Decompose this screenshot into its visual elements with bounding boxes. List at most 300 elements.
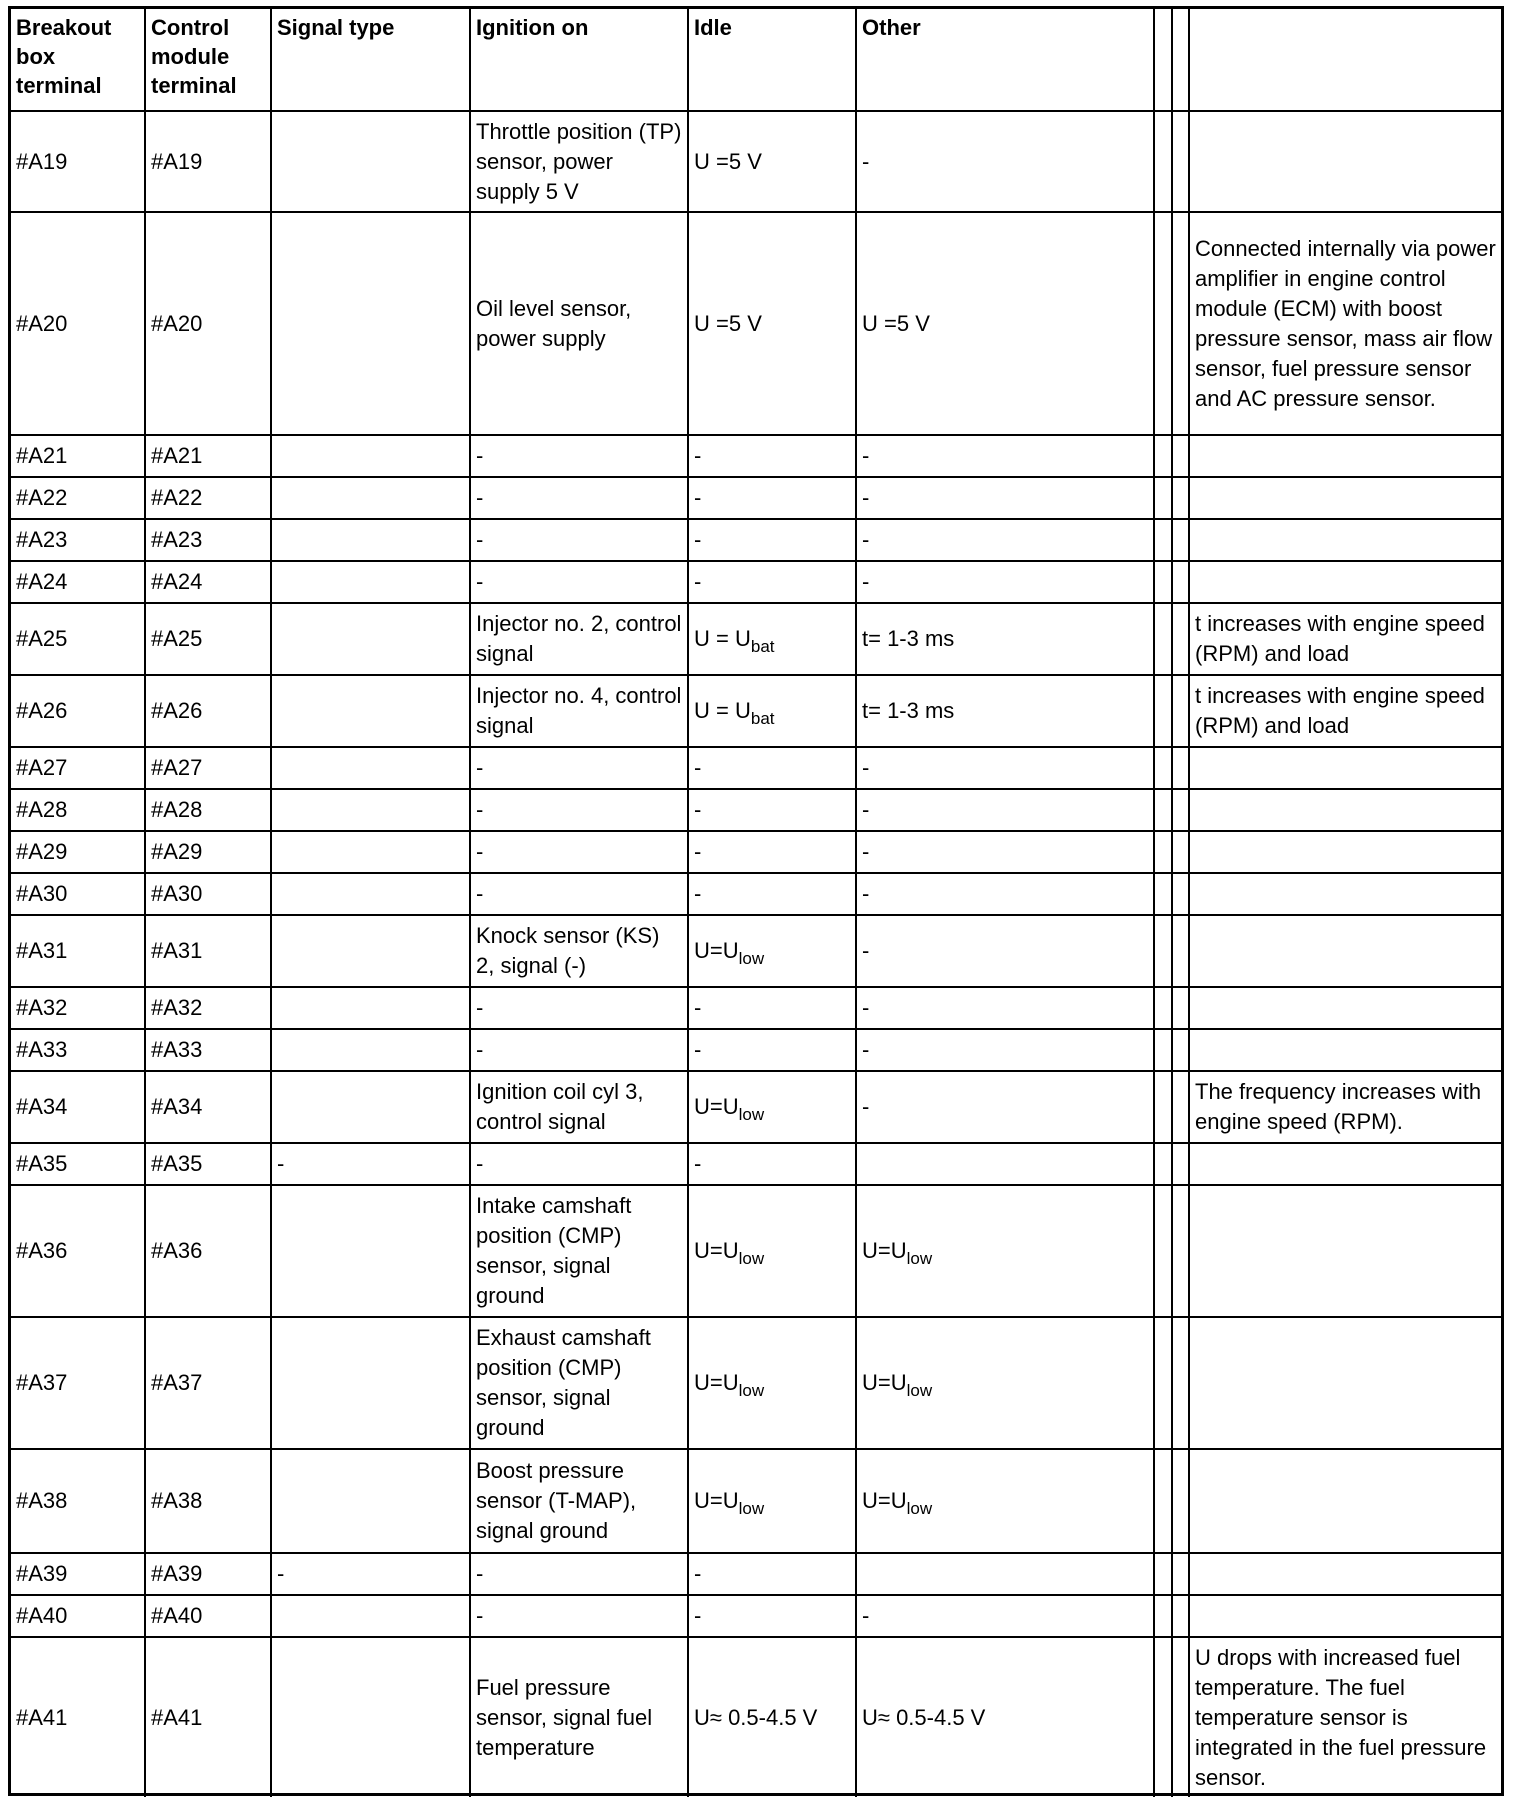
note-cell <box>1189 675 1501 747</box>
idle-cell <box>688 987 856 1029</box>
control-module-terminal-cell <box>145 519 271 561</box>
ignition-on-cell <box>470 477 688 519</box>
other-cell <box>856 212 1154 435</box>
breakout-box-terminal-cell <box>11 1595 145 1637</box>
ignition-on-cell-text: - <box>476 881 484 906</box>
header-idle: Idle <box>688 9 856 111</box>
other-cell-text: U=U <box>862 1370 907 1395</box>
control-module-terminal-cell-text: #A41 <box>151 1704 203 1730</box>
note-cell <box>1189 1637 1501 1797</box>
breakout-box-terminal-cell-text: #A32 <box>16 995 68 1020</box>
signal-type-cell <box>271 212 470 435</box>
control-module-terminal-cell <box>145 873 271 915</box>
other-cell-text: U=U <box>862 1238 907 1263</box>
note-cell <box>1189 111 1501 212</box>
other-cell <box>856 519 1154 561</box>
control-module-terminal-cell-text: #A21 <box>151 443 203 468</box>
control-module-terminal-cell <box>145 561 271 603</box>
ignition-on-cell-text: - <box>476 797 484 822</box>
ignition-on-cell-text: - <box>476 1151 484 1176</box>
blank-cell-1 <box>1154 1637 1172 1797</box>
breakout-box-terminal-cell-text: #A35 <box>16 1151 68 1176</box>
ignition-on-cell <box>470 1595 688 1637</box>
blank-cell-2 <box>1172 1317 1189 1449</box>
ignition-on-cell <box>470 1317 688 1449</box>
control-module-terminal-cell-text: #A31 <box>151 938 203 963</box>
ignition-on-cell-text: - <box>476 569 484 594</box>
other-cell <box>856 1553 1154 1595</box>
control-module-terminal-cell <box>145 747 271 789</box>
control-module-terminal-cell-text: #A20 <box>151 310 203 336</box>
blank-cell-2 <box>1172 1071 1189 1143</box>
signal-type-cell <box>271 831 470 873</box>
other-cell <box>856 831 1154 873</box>
idle-subscript: low <box>738 1105 765 1124</box>
idle-cell <box>688 212 856 435</box>
ignition-on-cell <box>470 831 688 873</box>
blank-cell-2 <box>1172 1029 1189 1071</box>
idle-cell-text: - <box>694 1151 702 1176</box>
control-module-terminal-cell-text: #A35 <box>151 1151 203 1176</box>
blank-cell-1 <box>1154 915 1172 987</box>
other-cell-text: - <box>862 797 870 822</box>
control-module-terminal-cell-text: #A25 <box>151 626 203 651</box>
other-cell-text: - <box>862 839 870 864</box>
idle-cell-text: - <box>694 569 702 594</box>
control-module-terminal-cell-text: #A26 <box>151 698 203 723</box>
table-row <box>11 603 1501 675</box>
blank-cell-2 <box>1172 111 1189 212</box>
blank-cell-2 <box>1172 519 1189 561</box>
note-cell <box>1189 831 1501 873</box>
control-module-terminal-cell <box>145 111 271 212</box>
breakout-box-terminal-cell <box>11 789 145 831</box>
table-row <box>11 747 1501 789</box>
blank-cell-1 <box>1154 561 1172 603</box>
table-row <box>11 561 1501 603</box>
note-cell <box>1189 212 1501 435</box>
other-cell <box>856 747 1154 789</box>
signal-type-cell <box>271 111 470 212</box>
breakout-box-terminal-cell <box>11 1317 145 1449</box>
idle-cell-text: - <box>694 527 702 552</box>
blank-cell-2 <box>1172 1143 1189 1185</box>
breakout-box-terminal-cell-text: #A25 <box>16 626 68 651</box>
breakout-box-terminal-cell <box>11 519 145 561</box>
control-module-terminal-cell <box>145 915 271 987</box>
signal-type-cell <box>271 1553 470 1595</box>
other-cell <box>856 1029 1154 1071</box>
other-cell-text: U =5 V <box>862 310 930 336</box>
header-ignition-on: Ignition on <box>470 9 688 111</box>
ignition-on-cell <box>470 603 688 675</box>
other-cell <box>856 675 1154 747</box>
blank-cell-1 <box>1154 1071 1172 1143</box>
ignition-on-cell <box>470 675 688 747</box>
idle-cell <box>688 111 856 212</box>
header-signal-type: Signal type <box>271 9 470 111</box>
ignition-on-cell <box>470 987 688 1029</box>
table-row <box>11 831 1501 873</box>
other-cell-text: - <box>862 527 870 552</box>
control-module-terminal-cell <box>145 1449 271 1553</box>
other-cell <box>856 1317 1154 1449</box>
note-cell <box>1189 519 1501 561</box>
blank-cell-2 <box>1172 212 1189 435</box>
other-cell <box>856 561 1154 603</box>
note-cell <box>1189 789 1501 831</box>
terminal-table-sheet <box>8 6 1504 1796</box>
signal-type-cell <box>271 1317 470 1449</box>
breakout-box-terminal-cell <box>11 915 145 987</box>
blank-cell-1 <box>1154 111 1172 212</box>
ignition-on-cell-text: Boost pressure sensor (T-MAP), signal ground <box>476 1458 637 1543</box>
idle-cell <box>688 873 856 915</box>
ignition-on-cell <box>470 789 688 831</box>
breakout-box-terminal-cell-text: #A31 <box>16 938 68 963</box>
other-cell-text: - <box>862 881 870 906</box>
idle-cell <box>688 831 856 873</box>
table-row <box>11 1595 1501 1637</box>
ignition-on-cell-text: - <box>476 527 484 552</box>
breakout-box-terminal-cell-text: #A36 <box>16 1238 68 1263</box>
breakout-box-terminal-cell-text: #A33 <box>16 1037 68 1062</box>
idle-cell-text: - <box>694 797 702 822</box>
control-module-terminal-cell-text: #A33 <box>151 1037 203 1062</box>
breakout-box-terminal-cell <box>11 603 145 675</box>
other-cell-text: U=U <box>862 1488 907 1513</box>
other-cell-text: - <box>862 1094 870 1119</box>
other-cell <box>856 1071 1154 1143</box>
idle-cell <box>688 1143 856 1185</box>
blank-cell-2 <box>1172 1449 1189 1553</box>
table-row <box>11 1637 1501 1797</box>
signal-type-cell <box>271 561 470 603</box>
signal-type-cell <box>271 1185 470 1317</box>
table-row <box>11 1553 1501 1595</box>
other-cell-text: t= 1-3 ms <box>862 698 955 723</box>
table-row <box>11 675 1501 747</box>
note-cell-text: t increases with engine speed (RPM) and load <box>1195 683 1485 738</box>
ignition-on-cell-text: Exhaust camshaft position (CMP) sensor, signal ground <box>476 1325 651 1440</box>
other-subscript: low <box>906 1499 933 1518</box>
note-cell <box>1189 1185 1501 1317</box>
ignition-on-cell-text: Intake camshaft position (CMP) sensor, signal ground <box>476 1193 632 1308</box>
control-module-terminal-cell <box>145 435 271 477</box>
ignition-on-cell-text: - <box>476 995 484 1020</box>
blank-cell-2 <box>1172 1553 1189 1595</box>
ignition-on-cell <box>470 747 688 789</box>
control-module-terminal-cell-text: #A27 <box>151 755 203 780</box>
breakout-box-terminal-cell-text: #A34 <box>16 1094 68 1119</box>
ignition-on-cell-text: Knock sensor (KS) 2, signal (-) <box>476 923 660 978</box>
ignition-on-cell <box>470 915 688 987</box>
other-cell <box>856 1595 1154 1637</box>
table-row <box>11 519 1501 561</box>
breakout-box-terminal-cell-text: #A39 <box>16 1561 68 1586</box>
note-cell <box>1189 1449 1501 1553</box>
table-row <box>11 1143 1501 1185</box>
table-row <box>11 111 1501 212</box>
note-cell <box>1189 987 1501 1029</box>
idle-cell-text: U = U <box>694 698 751 723</box>
ignition-on-cell-text: - <box>476 1037 484 1062</box>
control-module-terminal-cell-text: #A34 <box>151 1094 203 1119</box>
other-cell-text: - <box>862 485 870 510</box>
ignition-on-cell-text: - <box>476 755 484 780</box>
control-module-terminal-cell <box>145 477 271 519</box>
idle-cell-text: - <box>694 881 702 906</box>
idle-cell-text: U=U <box>694 1094 739 1119</box>
other-cell <box>856 603 1154 675</box>
blank-cell-1 <box>1154 987 1172 1029</box>
table-row <box>11 435 1501 477</box>
ignition-on-cell-text: Ignition coil cyl 3, control signal <box>476 1079 644 1134</box>
control-module-terminal-cell-text: #A22 <box>151 485 203 510</box>
breakout-box-terminal-cell-text: #A30 <box>16 881 68 906</box>
other-cell <box>856 477 1154 519</box>
breakout-box-terminal-cell <box>11 873 145 915</box>
breakout-box-terminal-cell-text: #A22 <box>16 485 68 510</box>
other-cell-text: t= 1-3 ms <box>862 626 955 651</box>
idle-cell <box>688 789 856 831</box>
idle-cell <box>688 435 856 477</box>
other-cell <box>856 915 1154 987</box>
control-module-terminal-cell-text: #A19 <box>151 148 203 174</box>
other-cell-text: - <box>862 569 870 594</box>
control-module-terminal-cell <box>145 1071 271 1143</box>
blank-cell-2 <box>1172 435 1189 477</box>
ignition-on-cell <box>470 212 688 435</box>
signal-type-cell <box>271 1143 470 1185</box>
idle-subscript: low <box>738 1249 765 1268</box>
ignition-on-cell-text: Injector no. 2, control signal <box>476 611 682 666</box>
control-module-terminal-cell-text: #A36 <box>151 1238 203 1263</box>
idle-cell-text: U=U <box>694 1370 739 1395</box>
blank-cell-1 <box>1154 477 1172 519</box>
control-module-terminal-cell <box>145 1317 271 1449</box>
blank-cell-2 <box>1172 477 1189 519</box>
other-cell <box>856 1185 1154 1317</box>
blank-cell-1 <box>1154 747 1172 789</box>
table-row <box>11 987 1501 1029</box>
note-cell-text: t increases with engine speed (RPM) and load <box>1195 611 1485 666</box>
breakout-box-terminal-cell <box>11 212 145 435</box>
blank-cell-2 <box>1172 831 1189 873</box>
note-cell <box>1189 1553 1501 1595</box>
other-cell <box>856 1637 1154 1797</box>
breakout-box-terminal-cell-text: #A23 <box>16 527 68 552</box>
control-module-terminal-cell-text: #A23 <box>151 527 203 552</box>
signal-type-cell <box>271 477 470 519</box>
blank-cell-2 <box>1172 915 1189 987</box>
ignition-on-cell <box>470 1449 688 1553</box>
other-cell <box>856 435 1154 477</box>
control-module-terminal-cell-text: #A39 <box>151 1561 203 1586</box>
note-cell-text: Connected internally via power amplifier in engine control module (ECM) with boost pressure sensor, mass air flow sensor, fuel pressure sensor and AC pressure sensor. <box>1195 235 1496 411</box>
blank-cell-2 <box>1172 789 1189 831</box>
header-control-module-terminal: Control module terminal <box>145 9 271 111</box>
control-module-terminal-cell <box>145 1029 271 1071</box>
breakout-box-terminal-cell-text: #A21 <box>16 443 68 468</box>
idle-cell-text: U=U <box>694 1238 739 1263</box>
control-module-terminal-cell <box>145 1553 271 1595</box>
other-subscript: low <box>906 1381 933 1400</box>
other-cell-text: - <box>862 995 870 1020</box>
ignition-on-cell <box>470 1071 688 1143</box>
table-row <box>11 1071 1501 1143</box>
note-cell <box>1189 435 1501 477</box>
header-blank-1 <box>1154 9 1172 111</box>
control-module-terminal-cell <box>145 603 271 675</box>
table-row <box>11 789 1501 831</box>
blank-cell-2 <box>1172 873 1189 915</box>
header-row <box>11 9 1501 111</box>
signal-type-cell <box>271 987 470 1029</box>
signal-type-cell <box>271 1449 470 1553</box>
idle-cell <box>688 1637 856 1797</box>
idle-cell <box>688 1595 856 1637</box>
ignition-on-cell <box>470 519 688 561</box>
idle-cell <box>688 747 856 789</box>
breakout-box-terminal-cell-text: #A28 <box>16 797 68 822</box>
blank-cell-2 <box>1172 747 1189 789</box>
ignition-on-cell-text: - <box>476 485 484 510</box>
idle-subscript: low <box>738 1499 765 1518</box>
signal-type-cell <box>271 747 470 789</box>
idle-cell-text: U=U <box>694 938 739 963</box>
breakout-box-terminal-cell <box>11 987 145 1029</box>
idle-cell-text: - <box>694 1037 702 1062</box>
idle-cell-text: U =5 V <box>694 148 762 174</box>
ignition-on-cell <box>470 1029 688 1071</box>
ignition-on-cell-text: - <box>476 1561 484 1586</box>
blank-cell-1 <box>1154 1185 1172 1317</box>
note-cell <box>1189 915 1501 987</box>
breakout-box-terminal-cell-text: #A40 <box>16 1603 68 1628</box>
other-cell-text: - <box>862 443 870 468</box>
blank-cell-1 <box>1154 873 1172 915</box>
breakout-box-terminal-cell <box>11 1029 145 1071</box>
ignition-on-cell <box>470 1143 688 1185</box>
breakout-box-terminal-cell-text: #A26 <box>16 698 68 723</box>
ignition-on-cell <box>470 1637 688 1797</box>
signal-type-cell-text: - <box>277 1151 285 1176</box>
other-cell-text: - <box>862 1037 870 1062</box>
signal-type-cell-text: - <box>277 1561 285 1586</box>
other-cell <box>856 1449 1154 1553</box>
breakout-box-terminal-cell-text: #A27 <box>16 755 68 780</box>
idle-cell <box>688 1185 856 1317</box>
blank-cell-2 <box>1172 675 1189 747</box>
ignition-on-cell <box>470 111 688 212</box>
breakout-box-terminal-cell <box>11 111 145 212</box>
blank-cell-2 <box>1172 1637 1189 1797</box>
control-module-terminal-cell-text: #A38 <box>151 1488 203 1513</box>
control-module-terminal-cell <box>145 831 271 873</box>
control-module-terminal-cell-text: #A32 <box>151 995 203 1020</box>
blank-cell-2 <box>1172 1595 1189 1637</box>
breakout-box-terminal-cell <box>11 561 145 603</box>
note-cell <box>1189 603 1501 675</box>
table-row <box>11 477 1501 519</box>
table-row <box>11 1029 1501 1071</box>
other-cell-text: - <box>862 938 870 963</box>
terminal-signal-table <box>11 9 1501 1797</box>
control-module-terminal-cell-text: #A28 <box>151 797 203 822</box>
signal-type-cell <box>271 1029 470 1071</box>
header-blank-2 <box>1172 9 1189 111</box>
header-other: Other <box>856 9 1154 111</box>
note-cell <box>1189 747 1501 789</box>
other-subscript: low <box>906 1249 933 1268</box>
breakout-box-terminal-cell <box>11 1143 145 1185</box>
control-module-terminal-cell-text: #A29 <box>151 839 203 864</box>
signal-type-cell <box>271 435 470 477</box>
other-cell <box>856 873 1154 915</box>
signal-type-cell <box>271 873 470 915</box>
header-notes <box>1189 9 1501 111</box>
breakout-box-terminal-cell <box>11 747 145 789</box>
breakout-box-terminal-cell <box>11 675 145 747</box>
ignition-on-cell-text: - <box>476 839 484 864</box>
control-module-terminal-cell <box>145 1143 271 1185</box>
signal-type-cell <box>271 915 470 987</box>
blank-cell-1 <box>1154 675 1172 747</box>
idle-cell-text: - <box>694 1603 702 1628</box>
blank-cell-1 <box>1154 519 1172 561</box>
blank-cell-1 <box>1154 1317 1172 1449</box>
breakout-box-terminal-cell <box>11 477 145 519</box>
control-module-terminal-cell <box>145 1637 271 1797</box>
breakout-box-terminal-cell <box>11 1185 145 1317</box>
idle-cell-text: U =5 V <box>694 310 762 336</box>
control-module-terminal-cell-text: #A37 <box>151 1370 203 1395</box>
note-cell <box>1189 1071 1501 1143</box>
control-module-terminal-cell-text: #A40 <box>151 1603 203 1628</box>
signal-type-cell <box>271 1071 470 1143</box>
ignition-on-cell-text: Injector no. 4, control signal <box>476 683 682 738</box>
breakout-box-terminal-cell <box>11 1071 145 1143</box>
idle-cell-text: - <box>694 1561 702 1586</box>
breakout-box-terminal-cell-text: #A24 <box>16 569 68 594</box>
breakout-box-terminal-cell <box>11 1553 145 1595</box>
blank-cell-1 <box>1154 435 1172 477</box>
note-cell <box>1189 1317 1501 1449</box>
blank-cell-1 <box>1154 1029 1172 1071</box>
idle-cell <box>688 915 856 987</box>
idle-cell <box>688 1449 856 1553</box>
blank-cell-1 <box>1154 212 1172 435</box>
note-cell <box>1189 1143 1501 1185</box>
ignition-on-cell-text: Fuel pressure sensor, signal fuel temperature <box>476 1674 653 1760</box>
table-body <box>11 111 1501 1797</box>
ignition-on-cell-text: Oil level sensor, power supply <box>476 295 632 351</box>
note-cell <box>1189 873 1501 915</box>
ignition-on-cell <box>470 435 688 477</box>
idle-cell <box>688 477 856 519</box>
ignition-on-cell <box>470 561 688 603</box>
table-row <box>11 1449 1501 1553</box>
control-module-terminal-cell <box>145 987 271 1029</box>
table-row <box>11 1185 1501 1317</box>
other-cell-text: - <box>862 148 870 174</box>
control-module-terminal-cell-text: #A24 <box>151 569 203 594</box>
note-cell-text: U drops with increased fuel temperature. The fuel temperature sensor is integrated in the fuel pressure sensor. <box>1195 1644 1487 1790</box>
idle-subscript: bat <box>750 709 775 728</box>
idle-cell-text: U≈ 0.5-4.5 V <box>694 1704 818 1730</box>
signal-type-cell <box>271 519 470 561</box>
